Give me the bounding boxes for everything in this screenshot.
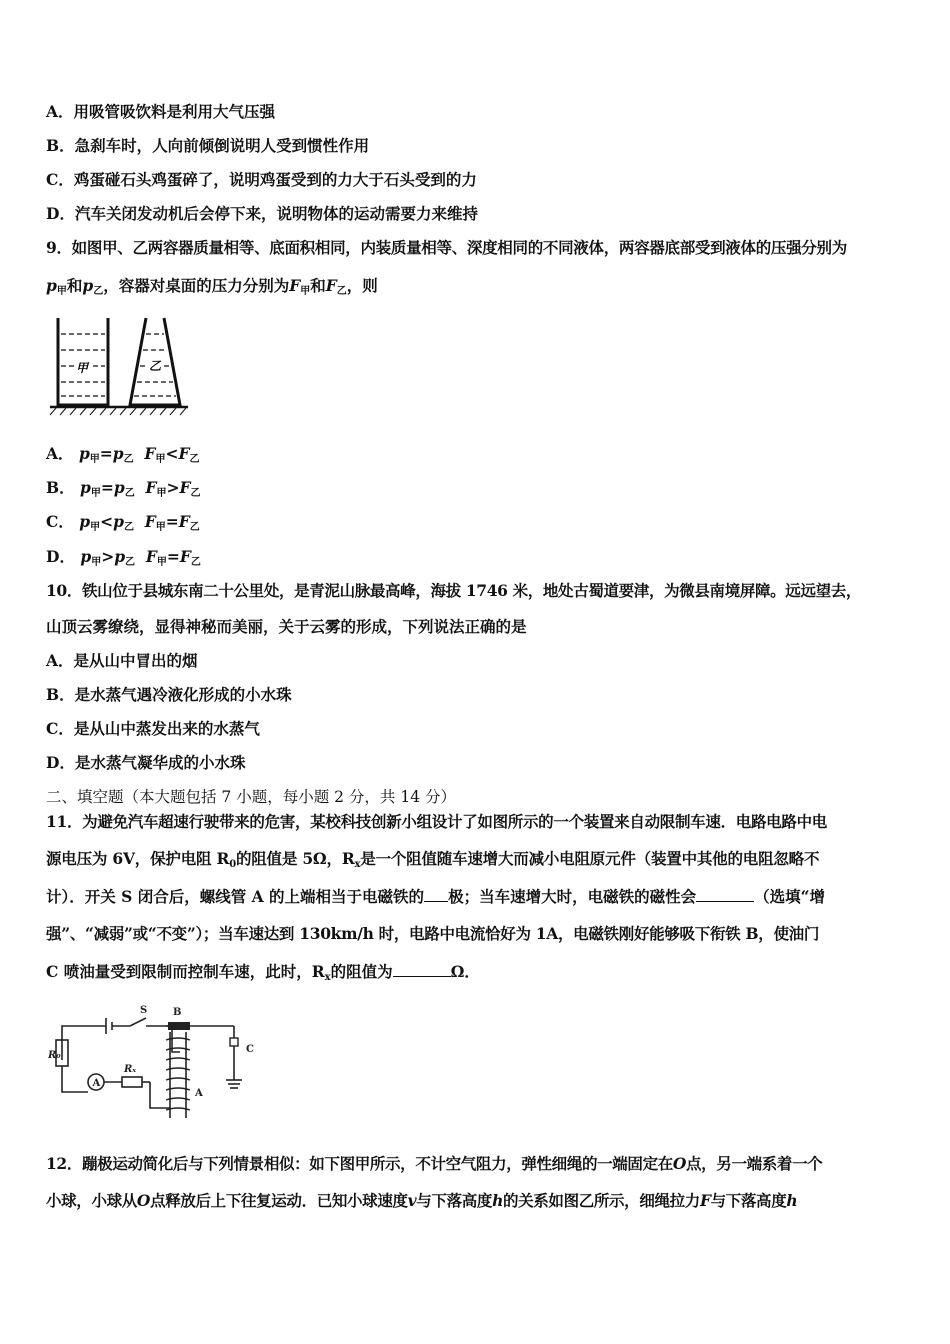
q10-stem-line1: 10．铁山位于县城东南二十公里处，是青泥山脉最高峰，海拔 1746 米，地处古蜀道要津，为微县南境屏障。远远望去， xyxy=(46,581,862,600)
q10-option-a: A．是从山中冒出的烟 xyxy=(46,651,198,670)
q9-fig-label-yi: 乙 xyxy=(148,359,162,373)
q9-stem-line2: $p_甲$和$p_乙$，容器对桌面的压力分别为$F_甲$和$F_乙$，则 xyxy=(46,276,378,297)
q10-stem-line2: 山顶云雾缭绕，显得神秘而美丽，关于云雾的形成，下列说法正确的是 xyxy=(46,617,527,636)
q9-option-d: D． $p_甲>p_乙$ $F_甲=F_乙$ xyxy=(46,547,201,568)
q12-stem-line1: 12．蹦极运动简化后与下列情景相似：如下图甲所示，不计空气阻力，弹性细绳的一端固定在O点，另一端系着一个 xyxy=(46,1154,823,1173)
q11-circuit-figure xyxy=(48,1000,274,1122)
q11-stem-line5: C 喷油量受到限制而控制车速，此时，$R_x$的阻值为 Ω． xyxy=(46,962,480,983)
q11-stem-line4: 强”、“减弱”或“不变”）；当车速达到 130km/h 时，电路中电流恰好为 1A，电磁铁刚好能够吸下衔铁 B，使油门 xyxy=(46,924,820,943)
q9-option-a: A． $p_甲=p_乙$ $F_甲<F_乙$ xyxy=(46,444,200,465)
q12-stem-line2: 小球，小球从O点释放后上下往复运动．已知小球速度v与下落高度h的关系如图乙所示，细绳拉力F与下落高度h xyxy=(46,1191,798,1210)
q11-stem-line1: 11．为避免汽车超速行驶带来的危害，某校科技创新小组设计了如图所示的一个装置来自动限制车速．电路电路中电 xyxy=(46,812,827,831)
q11-blank-pole[interactable] xyxy=(424,887,448,902)
q9-option-c: C． $p_甲<p_乙$ $F_甲=F_乙$ xyxy=(46,512,200,533)
q11-fig-label-R0: R₀ xyxy=(48,1050,61,1061)
q10-option-c: C．是从山中蒸发出来的水蒸气 xyxy=(46,719,260,738)
q11-fig-ammeter-label: A xyxy=(92,1078,101,1089)
q10-option-b: B．是水蒸气遇冷液化形成的小水珠 xyxy=(46,685,292,704)
q11-fig-label-C: C xyxy=(246,1044,254,1055)
q9-containers-figure xyxy=(46,312,196,420)
q8-option-a: A．用吸管吸饮料是利用大气压强 xyxy=(46,102,276,121)
q8-option-c: C．鸡蛋碰石头鸡蛋碎了，说明鸡蛋受到的力大于石头受到的力 xyxy=(46,170,477,189)
q11-blank-magnetism[interactable] xyxy=(696,887,754,902)
q11-fig-label-A: A xyxy=(195,1088,203,1099)
q8-option-b: B．急刹车时，人向前倾倒说明人受到惯性作用 xyxy=(46,136,370,155)
q11-fig-label-Rx: Rₓ xyxy=(124,1064,137,1075)
q11-fig-label-S: S xyxy=(140,1005,148,1016)
q9-fig-label-jia: 甲 xyxy=(75,361,89,375)
q8-option-d: D．汽车关闭发动机后会停下来，说明物体的运动需要力来维持 xyxy=(46,204,478,223)
q10-option-d: D．是水蒸气凝华成的小水珠 xyxy=(46,753,246,772)
section-heading-fill-blank: 二、填空题（本大题包括 7 小题，每小题 2 分，共 14 分） xyxy=(46,788,457,806)
q11-stem-line2: 源电压为 6V，保护电阻 $R_0$的阻值是 5Ω，$R_x$是一个阻值随车速增大而减小电阻原元件（装置中其他的电阻忽略不 xyxy=(46,849,820,870)
q11-fig-label-B: B xyxy=(173,1007,182,1018)
q11-blank-resistance[interactable] xyxy=(393,962,451,977)
q9-option-b: B． $p_甲=p_乙$ $F_甲>F_乙$ xyxy=(46,478,201,499)
q9-stem-line1: 9．如图甲、乙两容器质量相等、底面积相同，内装质量相等、深度相同的不同液体，两容器底部受到液体的压强分别为 xyxy=(46,238,847,257)
q11-stem-line3: 计）．开关 S 闭合后，螺线管 A 的上端相当于电磁铁的 极；当车速增大时，电磁铁的磁性会 （选填“增 xyxy=(46,887,825,906)
